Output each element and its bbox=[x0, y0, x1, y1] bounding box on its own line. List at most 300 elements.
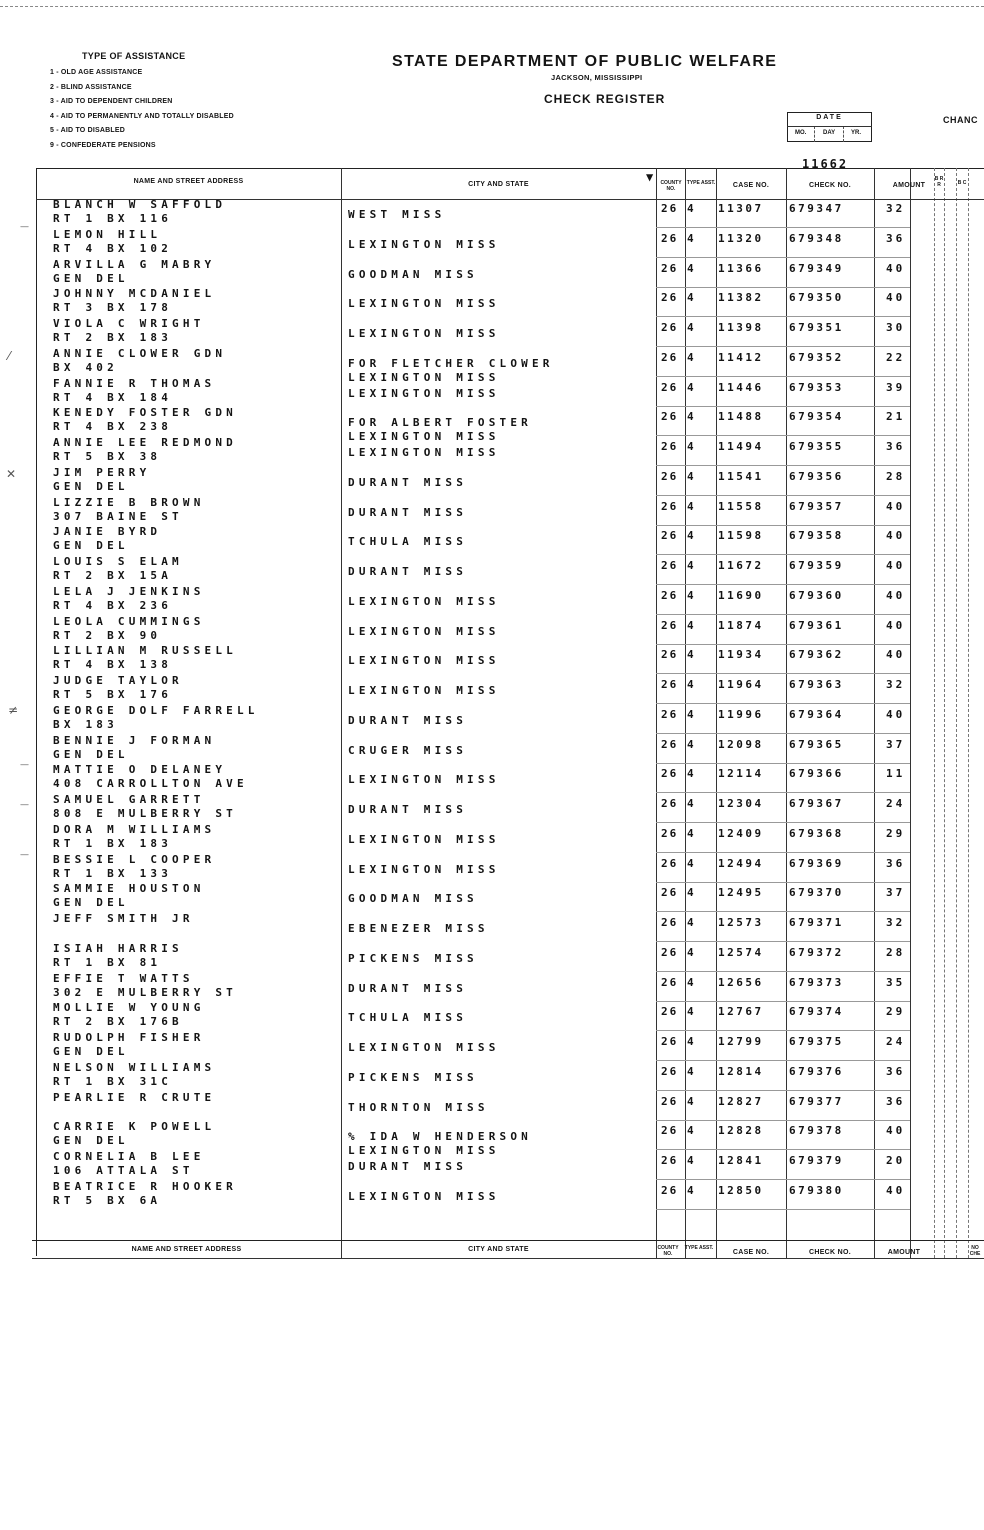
assistance-type-item: 3 - AID TO DEPENDENT CHILDREN bbox=[50, 98, 173, 106]
date-divider bbox=[814, 126, 815, 142]
county-number: 26 bbox=[661, 588, 679, 602]
footer-divider bbox=[32, 1258, 984, 1259]
payee-name: RUDOLPH FISHER bbox=[53, 1031, 205, 1044]
payee-name: KENEDY FOSTER GDN bbox=[53, 406, 237, 420]
assistance-type: 4 bbox=[687, 886, 694, 900]
payee-name: NELSON WILLIAMS bbox=[53, 1060, 216, 1074]
payee-city: LEXINGTON MISS bbox=[348, 832, 500, 846]
table-row bbox=[0, 466, 984, 496]
payee-city: DURANT MISS bbox=[348, 713, 468, 727]
check-number: 679376 bbox=[789, 1064, 844, 1078]
assistance-type-item: 9 - CONFEDERATE PENSIONS bbox=[50, 141, 156, 149]
county-number: 26 bbox=[661, 826, 679, 840]
case-number: 12098 bbox=[718, 737, 764, 751]
payee-name: LEOLA CUMMINGS bbox=[53, 614, 205, 628]
county-number: 26 bbox=[661, 1094, 679, 1108]
payee-address: RT 4 BX 238 bbox=[53, 420, 173, 434]
date-year-label: YR. bbox=[851, 130, 862, 136]
payee-city: PICKENS MISS bbox=[348, 1070, 478, 1084]
column-header-check: CHECK NO. bbox=[809, 182, 851, 189]
payee-city-line2: LEXINGTON MISS bbox=[348, 1144, 500, 1158]
county-number: 26 bbox=[661, 529, 679, 543]
payee-city: LEXINGTON MISS bbox=[348, 654, 500, 668]
table-row bbox=[0, 585, 984, 615]
assistance-type-item: 5 - AID TO DISABLED bbox=[50, 127, 125, 135]
county-number: 26 bbox=[661, 767, 679, 781]
footer-divider bbox=[32, 1240, 984, 1241]
amount: 40 bbox=[886, 291, 906, 305]
county-number: 26 bbox=[661, 350, 679, 364]
check-number: 679373 bbox=[789, 975, 844, 989]
payee-city: THORNTON MISS bbox=[348, 1100, 489, 1114]
payee-name: LOUIS S ELAM bbox=[53, 555, 183, 568]
assistance-type: 4 bbox=[687, 1124, 694, 1138]
payee-name: ANNIE CLOWER GDN bbox=[53, 346, 227, 360]
payee-city: LEXINGTON MISS bbox=[348, 862, 500, 876]
check-number: 679350 bbox=[789, 291, 844, 305]
table-row bbox=[0, 1180, 984, 1210]
payee-city: CRUGER MISS bbox=[348, 743, 468, 757]
payee-address: RT 1 BX 81 bbox=[53, 955, 162, 969]
margin-mark: — bbox=[20, 760, 29, 770]
payee-name: JEFF SMITH JR bbox=[53, 912, 194, 925]
column-header-extra: B C bbox=[957, 180, 967, 186]
marker-arrow-icon: ▼ bbox=[646, 170, 654, 184]
assistance-type: 4 bbox=[687, 529, 694, 543]
payee-city: LEXINGTON MISS bbox=[348, 386, 500, 400]
check-number: 679359 bbox=[789, 559, 844, 572]
payee-address: 302 E MULBERRY ST bbox=[53, 985, 237, 999]
column-header-amount: AMOUNT bbox=[892, 182, 926, 189]
amount: 36 bbox=[886, 1094, 906, 1108]
county-number: 26 bbox=[661, 1183, 679, 1197]
check-number: 679351 bbox=[789, 321, 844, 334]
payee-city: GOODMAN MISS bbox=[348, 267, 478, 281]
assistance-type: 4 bbox=[687, 350, 694, 364]
table-row bbox=[0, 1091, 984, 1121]
payee-address: RT 2 BX 183 bbox=[53, 331, 173, 344]
amount: 28 bbox=[886, 469, 906, 483]
table-row bbox=[0, 1001, 984, 1031]
payee-city: DURANT MISS bbox=[348, 1160, 468, 1173]
assistance-type: 4 bbox=[687, 916, 694, 929]
payee-name: JOHNNY MCDANIEL bbox=[53, 287, 216, 301]
payee-city: LEXINGTON MISS bbox=[348, 297, 500, 311]
table-row bbox=[0, 734, 984, 764]
amount: 40 bbox=[886, 529, 906, 543]
assistance-type: 4 bbox=[687, 1183, 694, 1197]
assistance-type: 4 bbox=[687, 380, 694, 394]
payee-address: 307 BAINE ST bbox=[53, 509, 183, 523]
table-row bbox=[0, 436, 984, 466]
payee-name: CARRIE K POWELL bbox=[53, 1120, 216, 1134]
assistance-type: 4 bbox=[687, 321, 694, 334]
payee-address: GEN DEL bbox=[53, 539, 129, 553]
payee-city: FOR ALBERT FOSTER bbox=[348, 416, 532, 430]
payee-name: BESSIE L COOPER bbox=[53, 852, 216, 866]
check-number: 679348 bbox=[789, 231, 844, 245]
check-number: 679357 bbox=[789, 499, 844, 513]
payee-name: FANNIE R THOMAS bbox=[53, 376, 216, 390]
date-label: DATE bbox=[816, 114, 843, 121]
table-row bbox=[0, 1150, 984, 1180]
check-number: 679370 bbox=[789, 886, 844, 900]
amount: 22 bbox=[886, 350, 906, 364]
assistance-type: 4 bbox=[687, 648, 694, 662]
check-number: 679362 bbox=[789, 648, 844, 662]
payee-city: GOODMAN MISS bbox=[348, 892, 478, 906]
margin-mark: — bbox=[20, 222, 29, 232]
case-number: 12573 bbox=[718, 916, 764, 929]
county-number: 26 bbox=[661, 618, 679, 632]
table-row bbox=[0, 853, 984, 883]
county-number: 26 bbox=[661, 707, 679, 721]
payee-city: DURANT MISS bbox=[348, 981, 468, 995]
table-row bbox=[0, 942, 984, 972]
check-number: 679347 bbox=[789, 202, 844, 215]
case-number: 12494 bbox=[718, 856, 764, 870]
assistance-type: 4 bbox=[687, 410, 694, 424]
county-number: 26 bbox=[661, 291, 679, 305]
assistance-type: 4 bbox=[687, 588, 694, 602]
assistance-type: 4 bbox=[687, 826, 694, 840]
assistance-type: 4 bbox=[687, 1094, 694, 1108]
check-number: 679368 bbox=[789, 826, 844, 840]
payee-name: SAMUEL GARRETT bbox=[53, 793, 205, 806]
table-row bbox=[0, 555, 984, 585]
case-number: 12827 bbox=[718, 1094, 764, 1108]
payee-address: RT 3 BX 178 bbox=[53, 301, 173, 315]
table-row bbox=[0, 763, 984, 793]
county-number: 26 bbox=[661, 559, 679, 572]
amount: 39 bbox=[886, 380, 906, 394]
payee-address: GEN DEL bbox=[53, 896, 129, 910]
assistance-type: 4 bbox=[687, 261, 694, 275]
payee-city: PICKENS MISS bbox=[348, 951, 478, 965]
case-number: 12409 bbox=[718, 826, 764, 840]
payee-name: CORNELIA B LEE bbox=[53, 1150, 205, 1163]
column-header-case: CASE NO. bbox=[732, 182, 770, 189]
payee-name: MOLLIE W YOUNG bbox=[53, 1001, 205, 1015]
assistance-legend-list bbox=[50, 66, 234, 154]
check-number: 679377 bbox=[789, 1094, 844, 1108]
assistance-type: 4 bbox=[687, 291, 694, 305]
county-number: 26 bbox=[661, 737, 679, 751]
amount: 30 bbox=[886, 321, 906, 334]
payee-address: GEN DEL bbox=[53, 271, 129, 285]
department-title: STATE DEPARTMENT OF PUBLIC WELFARE bbox=[392, 53, 778, 70]
payee-name: LILLIAN M RUSSELL bbox=[53, 644, 237, 658]
amount: 32 bbox=[886, 678, 906, 691]
payee-city-line2: LEXINGTON MISS bbox=[348, 430, 500, 444]
payee-address: RT 5 BX 176 bbox=[53, 688, 173, 701]
amount: 11 bbox=[886, 767, 906, 781]
payee-address: BX 183 bbox=[53, 717, 118, 731]
table-row bbox=[0, 198, 984, 228]
case-number: 12828 bbox=[718, 1124, 764, 1138]
payee-city: LEXINGTON MISS bbox=[348, 624, 500, 638]
check-number: 679355 bbox=[789, 440, 844, 453]
table-row bbox=[0, 228, 984, 258]
table-row bbox=[0, 793, 984, 823]
payee-name: PEARLIE R CRUTE bbox=[53, 1090, 216, 1104]
register-date-value: 11662 bbox=[802, 157, 849, 171]
check-number: 679374 bbox=[789, 1005, 844, 1019]
payee-city: LEXINGTON MISS bbox=[348, 327, 500, 340]
payee-city: LEXINGTON MISS bbox=[348, 1041, 500, 1054]
case-number: 11494 bbox=[718, 440, 764, 453]
case-number: 12656 bbox=[718, 975, 764, 989]
payee-name: ARVILLA G MABRY bbox=[53, 257, 216, 271]
payee-address: RT 2 BX 90 bbox=[53, 628, 162, 642]
check-number: 679379 bbox=[789, 1154, 844, 1167]
amount: 40 bbox=[886, 559, 906, 572]
amount: 21 bbox=[886, 410, 906, 424]
payee-address: RT 5 BX 6A bbox=[53, 1193, 162, 1207]
check-number: 679375 bbox=[789, 1035, 844, 1048]
case-number: 11996 bbox=[718, 707, 764, 721]
county-number: 26 bbox=[661, 231, 679, 245]
county-number: 26 bbox=[661, 886, 679, 900]
check-number: 679372 bbox=[789, 945, 844, 959]
case-number: 11320 bbox=[718, 231, 764, 245]
top-perforation-line bbox=[0, 6, 984, 7]
payee-address: GEN DEL bbox=[53, 1134, 129, 1148]
case-number: 11874 bbox=[718, 618, 764, 632]
assistance-type: 4 bbox=[687, 231, 694, 245]
case-number: 12304 bbox=[718, 797, 764, 810]
amount: 40 bbox=[886, 261, 906, 275]
table-row bbox=[0, 287, 984, 317]
check-number: 679349 bbox=[789, 261, 844, 275]
payee-name: BLANCH W SAFFOLD bbox=[53, 198, 227, 211]
payee-name: ANNIE LEE REDMOND bbox=[53, 436, 237, 449]
case-number: 11558 bbox=[718, 499, 764, 513]
case-number: 11598 bbox=[718, 529, 764, 543]
payee-address: RT 4 BX 102 bbox=[53, 241, 173, 255]
check-number: 679371 bbox=[789, 916, 844, 929]
check-number: 679378 bbox=[789, 1124, 844, 1138]
footer-header-county: COUNTY NO. bbox=[657, 1245, 679, 1257]
case-number: 11366 bbox=[718, 261, 764, 275]
county-number: 26 bbox=[661, 410, 679, 424]
payee-city: TCHULA MISS bbox=[348, 1011, 468, 1025]
payee-city: DURANT MISS bbox=[348, 803, 468, 816]
table-row bbox=[0, 496, 984, 526]
footer-header-name: NAME AND STREET ADDRESS bbox=[131, 1246, 242, 1253]
payee-name: LELA J JENKINS bbox=[53, 584, 205, 598]
margin-checkmark: ⁄ bbox=[8, 349, 11, 363]
payee-address: 408 CARROLLTON AVE bbox=[53, 777, 248, 791]
county-number: 26 bbox=[661, 916, 679, 929]
amount: 24 bbox=[886, 1035, 906, 1048]
case-number: 11934 bbox=[718, 648, 764, 662]
table-row bbox=[0, 882, 984, 912]
payee-name: JUDGE TAYLOR bbox=[53, 674, 183, 687]
amount: 24 bbox=[886, 797, 906, 810]
payee-city: DURANT MISS bbox=[348, 505, 468, 519]
check-number: 679365 bbox=[789, 737, 844, 751]
assistance-type: 4 bbox=[687, 1005, 694, 1019]
payee-address: RT 4 BX 184 bbox=[53, 390, 173, 404]
check-number: 679380 bbox=[789, 1183, 844, 1197]
assistance-type: 4 bbox=[687, 559, 694, 572]
payee-name: ISIAH HARRIS bbox=[53, 941, 183, 955]
payee-name: VIOLA C WRIGHT bbox=[53, 317, 205, 330]
footer-header-city: CITY AND STATE bbox=[468, 1246, 529, 1253]
county-number: 26 bbox=[661, 202, 679, 215]
payee-name: EFFIE T WATTS bbox=[53, 971, 194, 985]
payee-address: RT 5 BX 38 bbox=[53, 450, 162, 463]
amount: 37 bbox=[886, 886, 906, 900]
table-row bbox=[0, 615, 984, 645]
county-number: 26 bbox=[661, 261, 679, 275]
payee-city: EBENEZER MISS bbox=[348, 922, 489, 935]
payee-city: LEXINGTON MISS bbox=[348, 773, 500, 787]
payee-address: 808 E MULBERRY ST bbox=[53, 807, 237, 820]
table-row bbox=[0, 823, 984, 853]
amount: 36 bbox=[886, 231, 906, 245]
payee-name: LEMON HILL bbox=[53, 227, 162, 241]
payee-name: DORA M WILLIAMS bbox=[53, 822, 216, 836]
payee-name: SAMMIE HOUSTON bbox=[53, 882, 205, 896]
assistance-type: 4 bbox=[687, 618, 694, 632]
assistance-type: 4 bbox=[687, 469, 694, 483]
amount: 40 bbox=[886, 707, 906, 721]
footer-header-amount: AMOUNT bbox=[887, 1249, 921, 1256]
footer-header-type: TYPE ASST. bbox=[684, 1245, 714, 1251]
amount: 36 bbox=[886, 440, 906, 453]
case-number: 11446 bbox=[718, 380, 764, 394]
check-number: 679367 bbox=[789, 797, 844, 810]
county-number: 26 bbox=[661, 678, 679, 691]
payee-address: BX 402 bbox=[53, 360, 118, 374]
check-number: 679363 bbox=[789, 678, 844, 691]
margin-mark: — bbox=[20, 850, 29, 860]
amount: 40 bbox=[886, 1124, 906, 1138]
amount: 40 bbox=[886, 1183, 906, 1197]
county-number: 26 bbox=[661, 469, 679, 483]
table-row bbox=[0, 1031, 984, 1061]
amount: 29 bbox=[886, 826, 906, 840]
assistance-type: 4 bbox=[687, 856, 694, 870]
amount: 40 bbox=[886, 618, 906, 632]
county-number: 26 bbox=[661, 440, 679, 453]
payee-address: RT 4 BX 138 bbox=[53, 658, 173, 672]
case-number: 12850 bbox=[718, 1183, 764, 1197]
county-number: 26 bbox=[661, 1124, 679, 1138]
county-number: 26 bbox=[661, 1005, 679, 1019]
table-row bbox=[0, 674, 984, 704]
payee-name: BEATRICE R HOOKER bbox=[53, 1179, 237, 1193]
margin-checkmark: ≠ bbox=[8, 703, 19, 717]
payee-city: LEXINGTON MISS bbox=[348, 237, 500, 251]
check-number: 679360 bbox=[789, 588, 844, 602]
date-divider bbox=[843, 126, 844, 142]
county-number: 26 bbox=[661, 499, 679, 513]
payee-city: TCHULA MISS bbox=[348, 535, 468, 549]
payee-name: GEORGE DOLF FARRELL bbox=[53, 703, 259, 717]
check-number: 679352 bbox=[789, 350, 844, 364]
assistance-type: 4 bbox=[687, 767, 694, 781]
amount: 37 bbox=[886, 737, 906, 751]
amount: 35 bbox=[886, 975, 906, 989]
county-number: 26 bbox=[661, 648, 679, 662]
payee-address: RT 1 BX 183 bbox=[53, 836, 173, 850]
column-header-extra: B R R bbox=[934, 176, 944, 188]
amount: 32 bbox=[886, 202, 906, 215]
county-number: 26 bbox=[661, 380, 679, 394]
assistance-type-item: 2 - BLIND ASSISTANCE bbox=[50, 83, 132, 91]
case-number: 11382 bbox=[718, 291, 764, 305]
table-row bbox=[0, 258, 984, 288]
check-number: 679361 bbox=[789, 618, 844, 632]
assistance-type: 4 bbox=[687, 707, 694, 721]
row-divider bbox=[656, 1209, 910, 1210]
table-row bbox=[0, 644, 984, 674]
assistance-type: 4 bbox=[687, 737, 694, 751]
register-title: CHECK REGISTER bbox=[544, 92, 666, 106]
assistance-type: 4 bbox=[687, 797, 694, 810]
margin-checkmark: ✕ bbox=[6, 467, 17, 481]
amount: 36 bbox=[886, 1064, 906, 1078]
payee-city: WEST MISS bbox=[348, 208, 446, 221]
department-location: JACKSON, MISSISSIPPI bbox=[551, 73, 643, 82]
assistance-type: 4 bbox=[687, 678, 694, 691]
payee-address: RT 1 BX 133 bbox=[53, 866, 173, 880]
date-divider bbox=[787, 126, 872, 127]
case-number: 12799 bbox=[718, 1035, 764, 1048]
table-row bbox=[0, 317, 984, 347]
payee-city: LEXINGTON MISS bbox=[348, 1189, 500, 1203]
check-number: 679358 bbox=[789, 529, 844, 543]
assistance-legend-title: TYPE OF ASSISTANCE bbox=[82, 51, 186, 61]
column-header-name: NAME AND STREET ADDRESS bbox=[133, 178, 244, 185]
assistance-type: 4 bbox=[687, 1064, 694, 1078]
case-number: 12841 bbox=[718, 1154, 764, 1167]
payee-city: FOR FLETCHER CLOWER bbox=[348, 356, 554, 370]
column-header-county: COUNTY NO. bbox=[660, 180, 682, 192]
amount: 28 bbox=[886, 945, 906, 959]
case-number: 12767 bbox=[718, 1005, 764, 1019]
case-number: 12574 bbox=[718, 945, 764, 959]
case-number: 12495 bbox=[718, 886, 764, 900]
table-row bbox=[0, 525, 984, 555]
footer-header-case: CASE NO. bbox=[732, 1249, 770, 1256]
table-row bbox=[0, 377, 984, 407]
table-row bbox=[0, 1061, 984, 1091]
county-number: 26 bbox=[661, 1064, 679, 1078]
case-number: 12114 bbox=[718, 767, 764, 781]
amount: 40 bbox=[886, 648, 906, 662]
payee-address: RT 2 BX 176B bbox=[53, 1015, 183, 1029]
assistance-type: 4 bbox=[687, 975, 694, 989]
column-header-type: TYPE ASST. bbox=[686, 180, 716, 186]
check-number: 679369 bbox=[789, 856, 844, 870]
assistance-type: 4 bbox=[687, 945, 694, 959]
payee-city: DURANT MISS bbox=[348, 565, 468, 578]
payee-address: GEN DEL bbox=[53, 479, 129, 493]
assistance-type: 4 bbox=[687, 1035, 694, 1048]
payee-name: LIZZIE B BROWN bbox=[53, 495, 205, 509]
check-number: 679366 bbox=[789, 767, 844, 781]
case-number: 11488 bbox=[718, 410, 764, 424]
assistance-type: 4 bbox=[687, 499, 694, 513]
table-row bbox=[0, 912, 984, 942]
amount: 29 bbox=[886, 1005, 906, 1019]
case-number: 11398 bbox=[718, 321, 764, 334]
case-number: 11412 bbox=[718, 350, 764, 364]
